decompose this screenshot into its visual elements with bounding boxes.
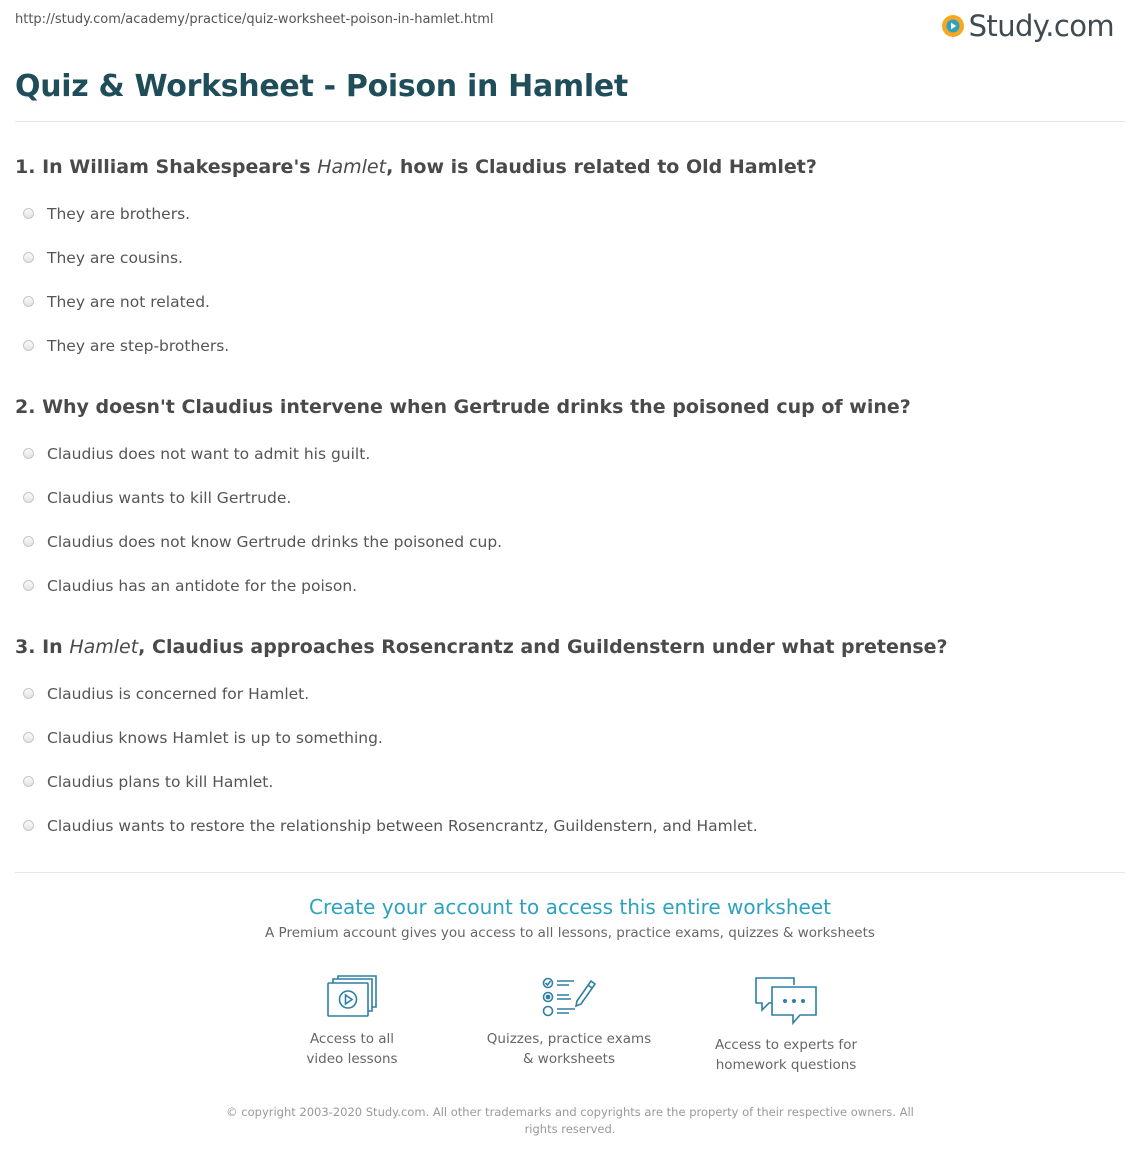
video-lessons-icon — [326, 975, 378, 1019]
question-text — [15, 634, 1125, 660]
feature-text — [469, 1029, 669, 1069]
feature-line-2: video lessons — [306, 1051, 398, 1067]
answer-option[interactable] — [15, 280, 1125, 324]
signup-cta — [0, 893, 1140, 941]
answer-list — [15, 192, 1125, 368]
feature-quizzes — [469, 975, 669, 1069]
answer-text: Claudius wants to restore the relationship between Rosencrantz, Guildenstern, and Hamlet. — [47, 817, 758, 835]
radio-button[interactable] — [23, 296, 34, 307]
answer-text: Claudius does not want to admit his guilt. — [47, 445, 371, 463]
answer-option[interactable] — [15, 672, 1125, 716]
radio-button[interactable] — [23, 732, 34, 743]
cta-title-link[interactable]: Create your account to access this entire worksheet — [309, 895, 831, 919]
question-text — [15, 394, 1125, 420]
feature-line-1: Quizzes, practice exams — [486, 1031, 652, 1047]
answer-text: Claudius is concerned for Hamlet. — [47, 685, 310, 703]
radio-button[interactable] — [23, 492, 34, 503]
study-logo[interactable] — [941, 11, 1114, 41]
question-number: 3. — [15, 636, 36, 658]
feature-line-1: Access to experts for — [714, 1037, 857, 1053]
radio-button[interactable] — [23, 536, 34, 547]
question-number: 1. — [15, 156, 36, 178]
answer-list — [15, 672, 1125, 848]
answer-text: They are not related. — [47, 293, 210, 311]
feature-line-2: & worksheets — [522, 1051, 615, 1067]
question-text-before: In William Shakespeare's — [42, 156, 311, 178]
quiz-checklist-icon — [541, 975, 597, 1019]
feature-experts — [686, 975, 886, 1075]
radio-button[interactable] — [23, 252, 34, 263]
answer-option[interactable] — [15, 760, 1125, 804]
answer-text: Claudius plans to kill Hamlet. — [47, 773, 274, 791]
answer-text: Claudius has an antidote for the poison. — [47, 577, 358, 595]
question-2 — [15, 394, 1125, 608]
question-text-italic: Hamlet — [69, 636, 139, 658]
radio-button[interactable] — [23, 448, 34, 459]
answer-option[interactable] — [15, 716, 1125, 760]
study-logo-icon — [941, 14, 965, 38]
top-bar — [15, 11, 1114, 41]
question-1 — [15, 154, 1125, 368]
cta-divider — [15, 872, 1125, 873]
answer-option[interactable] — [15, 476, 1125, 520]
title-divider — [15, 121, 1125, 122]
answer-option[interactable] — [15, 324, 1125, 368]
radio-button[interactable] — [23, 820, 34, 831]
answer-option[interactable] — [15, 804, 1125, 848]
copyright-notice: © copyright 2003-2020 Study.com. All other trademarks and copyrights are the property of their respective owners. All rights reserved. — [226, 1105, 914, 1136]
question-3 — [15, 634, 1125, 848]
feature-line-1: Access to all — [309, 1031, 395, 1047]
answer-list — [15, 432, 1125, 608]
chat-bubbles-icon — [754, 975, 818, 1025]
logo-name: Study — [968, 9, 1046, 43]
answer-text: Claudius knows Hamlet is up to something. — [47, 729, 383, 747]
answer-text: They are cousins. — [47, 249, 183, 267]
answer-text: Claudius does not know Gertrude drinks the poisoned cup. — [47, 533, 503, 551]
feature-line-2: homework questions — [715, 1057, 857, 1073]
question-text-after: , Claudius approaches Rosencrantz and Guildenstern under what pretense? — [138, 636, 948, 658]
feature-text — [686, 1035, 886, 1075]
answer-text: They are step-brothers. — [47, 337, 230, 355]
radio-button[interactable] — [23, 776, 34, 787]
radio-button[interactable] — [23, 208, 34, 219]
question-text-before: Why doesn't Claudius intervene when Gertrude drinks the poisoned cup of wine? — [42, 396, 911, 418]
answer-option[interactable] — [15, 564, 1125, 608]
question-text-before: In — [42, 636, 63, 658]
answer-option[interactable] — [15, 192, 1125, 236]
study-logo-text — [969, 11, 1114, 41]
question-number: 2. — [15, 396, 36, 418]
radio-button[interactable] — [23, 688, 34, 699]
radio-button[interactable] — [23, 340, 34, 351]
radio-button[interactable] — [23, 580, 34, 591]
page-url: http://study.com/academy/practice/quiz-worksheet-poison-in-hamlet.html — [15, 12, 494, 27]
answer-text: Claudius wants to kill Gertrude. — [47, 489, 292, 507]
feature-text — [252, 1029, 452, 1069]
question-text — [15, 154, 1125, 180]
answer-text: They are brothers. — [47, 205, 191, 223]
answer-option[interactable] — [15, 520, 1125, 564]
cta-subtitle: A Premium account gives you access to all lessons, practice exams, quizzes & worksheets — [265, 925, 875, 941]
answer-option[interactable] — [15, 432, 1125, 476]
question-text-after: , how is Claudius related to Old Hamlet? — [386, 156, 817, 178]
question-text-italic: Hamlet — [317, 156, 387, 178]
features-row — [0, 975, 1140, 1085]
page-title: Quiz & Worksheet - Poison in Hamlet — [15, 69, 628, 104]
answer-option[interactable] — [15, 236, 1125, 280]
feature-video-lessons — [252, 975, 452, 1069]
logo-suffix: .com — [1045, 9, 1114, 43]
